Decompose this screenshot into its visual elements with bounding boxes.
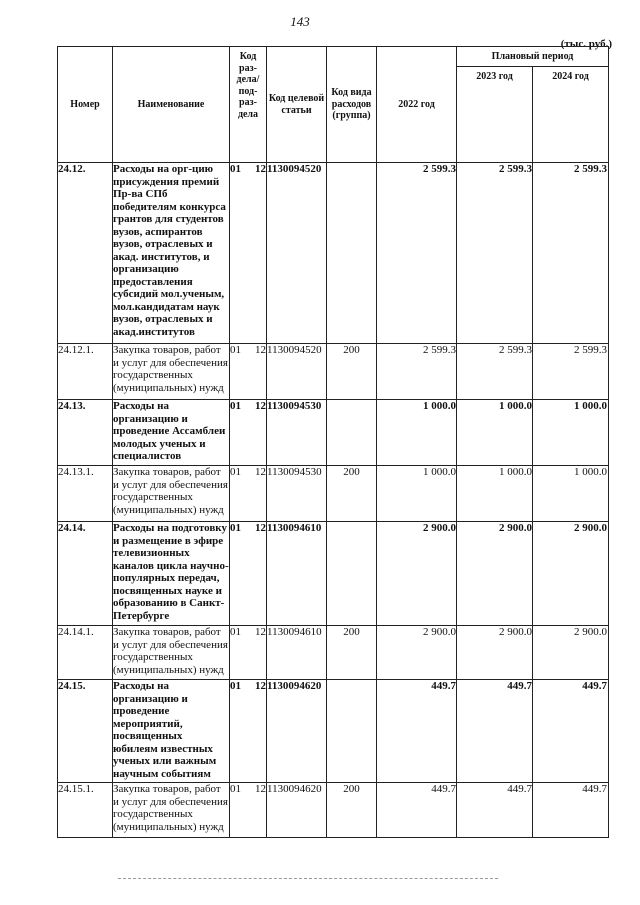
row-value-2022: 2 599.3 <box>377 344 457 400</box>
row-expense-type <box>327 400 377 466</box>
row-value-2023: 2 599.3 <box>457 163 533 344</box>
row-section-code <box>230 680 267 783</box>
row-value-2023: 449.7 <box>457 783 533 838</box>
row-target-code: 1130094610 <box>267 522 327 626</box>
table-row <box>58 680 609 783</box>
row-name: Расходы на организацию и проведение мероприятий, посвященных юбилеям известных ученых или важным научным событиям <box>113 680 230 783</box>
section-code: 01 <box>230 522 241 534</box>
row-value-2023: 1 000.0 <box>457 466 533 522</box>
row-value-2022: 2 900.0 <box>377 522 457 626</box>
table-row <box>58 400 609 466</box>
header-section-code: Код раз-дела/ под-раз-дела <box>230 47 267 163</box>
row-value-2024: 449.7 <box>533 680 609 783</box>
row-value-2024: 2 900.0 <box>533 626 609 680</box>
row-expense-type <box>327 522 377 626</box>
header-planned-period: Плановый период <box>457 47 609 67</box>
row-value-2022: 449.7 <box>377 680 457 783</box>
row-number: 24.12.1. <box>58 344 113 400</box>
row-number: 24.15.1. <box>58 783 113 838</box>
header-row-top <box>58 47 609 67</box>
row-name: Расходы на орг-цию присуждения премий Пр-ва СПб победителям конкурса грантов для студентов вузов, аспирантов вузов, отраслевых и акад. институтов, и организацию предоставления субсидий мол.ученым, мол.кандидатам наук вузов, отраслевых и акад.институтов <box>113 163 230 344</box>
row-section-code <box>230 626 267 680</box>
row-expense-type: 200 <box>327 783 377 838</box>
row-value-2022: 449.7 <box>377 783 457 838</box>
section-code: 01 <box>230 783 241 795</box>
row-section-code <box>230 783 267 838</box>
subsection-code: 12 <box>255 400 266 412</box>
row-number: 24.13. <box>58 400 113 466</box>
subsection-code: 12 <box>255 783 266 795</box>
row-expense-type: 200 <box>327 626 377 680</box>
row-target-code: 1130094610 <box>267 626 327 680</box>
row-section-code <box>230 400 267 466</box>
subsection-code: 12 <box>255 163 266 175</box>
row-value-2022: 2 599.3 <box>377 163 457 344</box>
row-number: 24.13.1. <box>58 466 113 522</box>
table-row <box>58 466 609 522</box>
row-value-2024: 1 000.0 <box>533 466 609 522</box>
row-target-code: 1130094620 <box>267 783 327 838</box>
header-2022: 2022 год <box>377 47 457 163</box>
row-value-2024: 2 900.0 <box>533 522 609 626</box>
header-2024: 2024 год <box>533 67 609 163</box>
row-name: Закупка товаров, работ и услуг для обеспечения государственных (муниципальных) нужд <box>113 783 230 838</box>
row-number: 24.15. <box>58 680 113 783</box>
header-2023: 2023 год <box>457 67 533 163</box>
row-value-2024: 1 000.0 <box>533 400 609 466</box>
subsection-code: 12 <box>255 522 266 534</box>
row-expense-type: 200 <box>327 344 377 400</box>
table-row <box>58 163 609 344</box>
budget-table <box>57 46 609 838</box>
subsection-code: 12 <box>255 626 266 638</box>
row-value-2024: 2 599.3 <box>533 344 609 400</box>
row-value-2023: 1 000.0 <box>457 400 533 466</box>
subsection-code: 12 <box>255 466 266 478</box>
row-value-2023: 2 900.0 <box>457 522 533 626</box>
row-value-2022: 1 000.0 <box>377 466 457 522</box>
section-code: 01 <box>230 626 241 638</box>
table-row <box>58 626 609 680</box>
row-value-2022: 1 000.0 <box>377 400 457 466</box>
row-value-2023: 2 900.0 <box>457 626 533 680</box>
footer-divider <box>118 878 498 879</box>
header-expense-type: Код вида расходов (группа) <box>327 47 377 163</box>
row-target-code: 1130094520 <box>267 344 327 400</box>
units-label: (тыс. руб.) <box>560 38 612 50</box>
row-expense-type <box>327 680 377 783</box>
header-name: Наименование <box>113 47 230 163</box>
section-code: 01 <box>230 400 241 412</box>
row-section-code <box>230 163 267 344</box>
row-name: Закупка товаров, работ и услуг для обеспечения государственных (муниципальных) нужд <box>113 466 230 522</box>
section-code: 01 <box>230 680 241 692</box>
row-name: Расходы на подготовку и размещение в эфире телевизионных каналов цикла научно-популярных передач, посвященных науке и образованию в Санкт-Петербурге <box>113 522 230 626</box>
row-section-code <box>230 522 267 626</box>
row-section-code <box>230 344 267 400</box>
row-number: 24.14. <box>58 522 113 626</box>
header-number: Номер <box>58 47 113 163</box>
row-section-code <box>230 466 267 522</box>
subsection-code: 12 <box>255 344 266 356</box>
table-row <box>58 344 609 400</box>
row-target-code: 1130094530 <box>267 466 327 522</box>
row-target-code: 1130094530 <box>267 400 327 466</box>
table-row <box>58 522 609 626</box>
row-expense-type: 200 <box>327 466 377 522</box>
row-name: Расходы на организацию и проведение Ассамблеи молодых ученых и специалистов <box>113 400 230 466</box>
row-value-2024: 2 599.3 <box>533 163 609 344</box>
table-row <box>58 783 609 838</box>
row-value-2023: 2 599.3 <box>457 344 533 400</box>
page-number: 143 <box>290 14 310 29</box>
row-target-code: 1130094620 <box>267 680 327 783</box>
row-value-2023: 449.7 <box>457 680 533 783</box>
section-code: 01 <box>230 344 241 356</box>
header-target-code: Код целевой статьи <box>267 47 327 163</box>
row-expense-type <box>327 163 377 344</box>
row-value-2024: 449.7 <box>533 783 609 838</box>
row-name: Закупка товаров, работ и услуг для обеспечения государственных (муниципальных) нужд <box>113 344 230 400</box>
row-value-2022: 2 900.0 <box>377 626 457 680</box>
subsection-code: 12 <box>255 680 266 692</box>
section-code: 01 <box>230 466 241 478</box>
row-name: Закупка товаров, работ и услуг для обеспечения государственных (муниципальных) нужд <box>113 626 230 680</box>
row-target-code: 1130094520 <box>267 163 327 344</box>
row-number: 24.14.1. <box>58 626 113 680</box>
section-code: 01 <box>230 163 241 175</box>
row-number: 24.12. <box>58 163 113 344</box>
